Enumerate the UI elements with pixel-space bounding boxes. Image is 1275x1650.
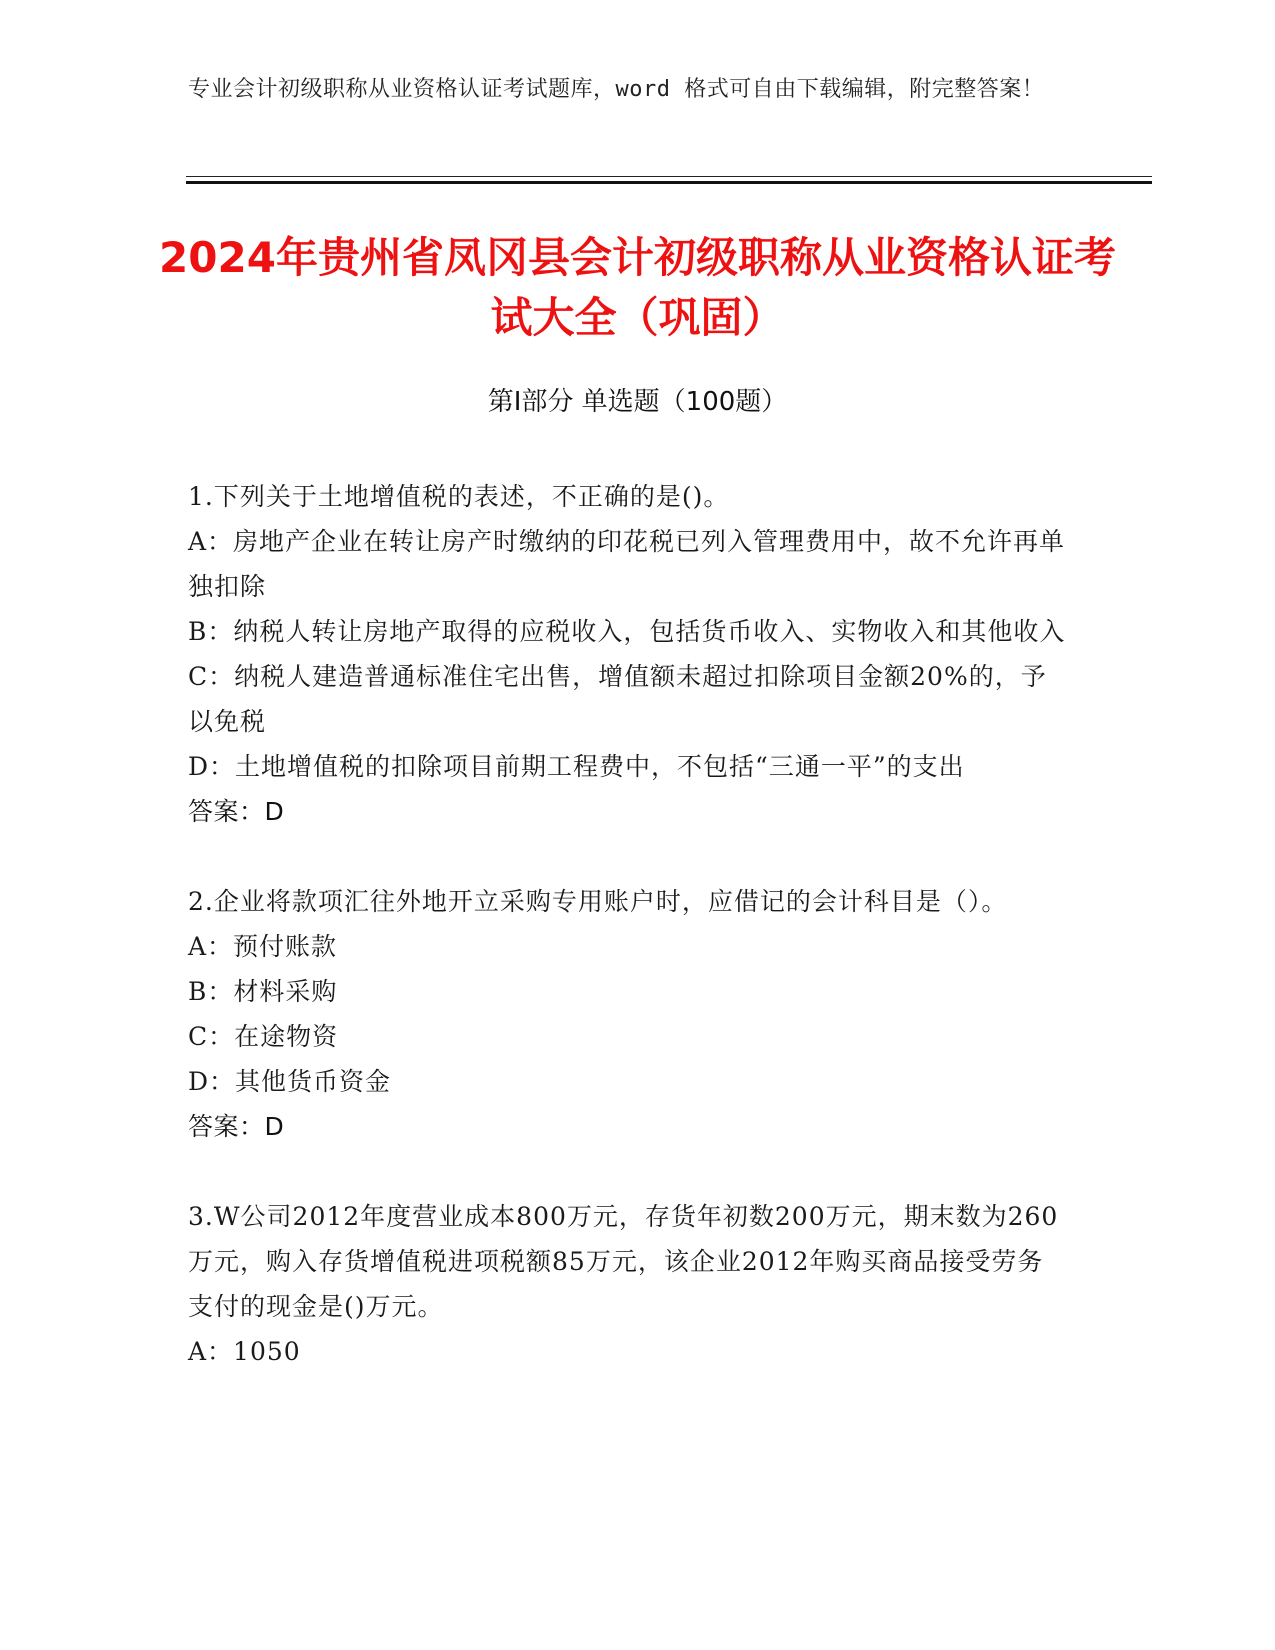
option-a: A：预付账款: [188, 932, 338, 961]
answer-value: D: [264, 1112, 285, 1141]
answer-value: D: [264, 797, 285, 826]
question-stem: 1.下列关于土地增值税的表述，不正确的是()。: [188, 482, 730, 511]
question-stem: 3.W公司2012年度营业成本800万元，存货年初数200万元，期末数为260万元，购入存货增值税进项税额85万元，该企业2012年购买商品接受劳务支付的现金是()万元。: [188, 1202, 1059, 1321]
option-a: A：1050: [188, 1337, 301, 1366]
option-b: B：材料采购: [188, 977, 338, 1006]
option-c: C：在途物资: [188, 1022, 339, 1051]
option-b: B：纳税人转让房地产取得的应税收入，包括货币收入、实物收入和其他收入: [188, 617, 1066, 646]
option-c: C：纳税人建造普通标准住宅出售，增值额未超过扣除项目金额20%的，予以免税: [188, 662, 1047, 736]
question-3: [188, 1194, 1068, 1374]
document-title: 2024年贵州省凤冈县会计初级职称从业资格认证考试大全（巩固）: [159, 233, 1116, 342]
answer-label: 答案：: [188, 1112, 265, 1141]
answer-line: [188, 789, 1068, 834]
question-stem: 2.企业将款项汇往外地开立采购专用账户时，应借记的会计科目是（）。: [188, 887, 1008, 916]
question-2: [188, 879, 1068, 1149]
answer-line: [188, 1104, 1068, 1149]
question-list: [188, 474, 1068, 1419]
option-a: A：房地产企业在转让房产时缴纳的印花税已列入管理费用中，故不允许再单独扣除: [188, 527, 1066, 601]
option-d: D：土地增值税的扣除项目前期工程费中，不包括“三通一平”的支出: [188, 752, 965, 781]
header-note: 专业会计初级职称从业资格认证考试题库，word 格式可自由下载编辑，附完整答案！: [188, 77, 1045, 102]
header-divider-thick: [186, 181, 1152, 184]
answer-label: 答案：: [188, 797, 265, 826]
section-heading: 第I部分 单选题（100题）: [487, 387, 788, 417]
option-d: D：其他货币资金: [188, 1067, 392, 1096]
question-1: [188, 474, 1068, 834]
header-divider-thin: [186, 176, 1152, 177]
